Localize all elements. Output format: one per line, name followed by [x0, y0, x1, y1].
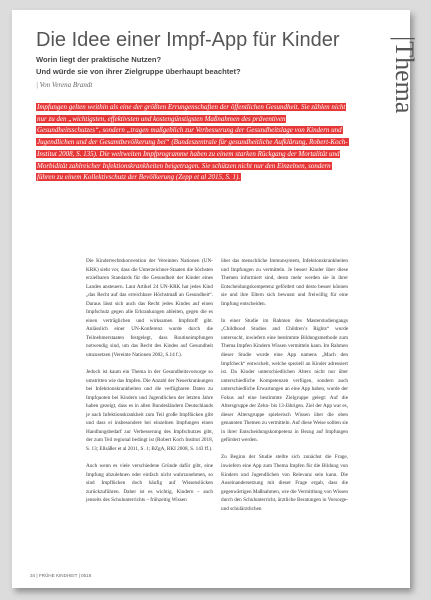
section-label — [356, 34, 419, 134]
body-paragraph: Zu Beginn der Studie stellte sich zunächst die Frage, inwiefern eine App zum Thema Impfen für die Bildung von Kindern und Jugendlichen von Relevanz sein kann. Die Auseinandersetzung mit dieser Frage ergab, dass die gegenwärtigen Maßnahmen, wie die Vermittlung von Wissen durch den Schulunterricht, ärztliche Beratungen in Vorsorge- und schulärztlichen — [221, 454, 348, 512]
body-paragraph: Die Kinderrechtskonvention der Vereinten Nationen (UN-KRK) sieht vor, dass die Unterzeichner-Staaten die höchsten erzielbaren Standards für die Gesundheit der Kinder eines Landes ansteuern. Laut Artikel 24 UN-KRK hat jedes Kind „das Recht auf das erreichbare Höchstmaß an Gesundheit“. Daraus lässt sich auch das Recht jedes Kindes auf einen Impfschutz gegen alle Erkrankungen ableiten, gegen die es einen verträglichen und wirksamen Impfstoff gibt. Anlässlich einer UN-Konferenz wurde durch die Teilnehmerstaaten festgelegt, dass Routineimpfungen notwendig sind, um das Recht des Kindes auf Gesundheit umzusetzen (Vereinte Nationen 2002, S.14 f.). — [86, 258, 213, 359]
body-paragraph: Jedoch ist kaum ein Thema in der Gesundheitsvorsorge so umstritten wie das Impfen. Die Anzahl der Neuerkrankungen bei Infektionskrankheiten und die verfügbaren Daten zu Impfquoten bei Kindern und Jugendlichen der letzten Jahre haben gezeigt, dass es in allen Bundesländern Deutschlands je nach Infektionskrankheit zum Teil große Impflücken gibt und dass ei insbesondere bei einzelnen Impfungen einen Handlungsbedarf zur Verbesserung des Impfschutzes gibt, der zum Teil regional bedingt ist (Robert Koch Institut 2018, S. 13; Ellsäßer et al 2011, S. 1; BZgA, RKI 2008, S. 143 ff.). — [86, 369, 213, 452]
subtitle-line-2: Und würde sie von ihrer Zielgruppe überhaupt beachtet? — [36, 67, 241, 76]
article-abstract — [36, 102, 348, 184]
article-subtitle — [36, 54, 356, 78]
body-paragraph: über das menschliche Immunsystem, Infektionskrankheiten und Impfungen zu vermitteln. Je besser Kinder über diese Themen informiert sind, desto mehr werden sie in ihrer Entscheidungskompetenz gefördert und desto besser können sie und ihre Eltern sich bewusst und freiwillig für eine Impfung entscheiden. — [221, 258, 348, 307]
body-column-left — [86, 257, 213, 513]
body-column-right — [221, 257, 348, 522]
section-label-text: |Thema — [390, 36, 419, 114]
body-paragraph: Auch wenn es viele verschiedene Gründe dafür gibt, eine Impfung abzulehnen oder einfach nicht wahrzunehmen, so sind Impflücken doch häufig auf Wissenslücken zurückzuführen. Daher ist es wichtig, Kindern – auch jenseits des Schulunterrichts – frühzeitig Wissen — [86, 463, 213, 504]
body-paragraph: In einer Studie im Rahmen des Masterstudiengangs „Childhood Studies and Children’s Rights“ wurde untersucht, inwiefern eine bestimmte Bildungsmethode zum Thema Impfen Kindern Wissen vermitteln kann. Im Rahmen dieser Studie wurde eine App namens „Mach den Impfcheck“ entwickelt, welche speziell an Kinder adressiert ist. Da Kinder unterschiedlichen Alters nicht nur über unterschiedliche Kompetenzen verfügen, sondern auch unterschiedliche Erwartungen an eine App haben, wurde der Fokus auf eine bestimmte Zielgruppe gelegt: Auf die Altersgruppe der Zehn- bis 13-Jährigen. Ziel der App war es, dieser Altersgruppe spielerisch Wissen über die oben genannten Themen zu vermitteln. Auf diese Weise sollten sie in ihrer Entscheidungskompetenz in Bezug auf Impfungen gefördert werden. — [221, 317, 348, 444]
page-footer: 34 | FRÜHE KINDHEIT | 0518 — [30, 573, 92, 578]
magazine-page — [12, 10, 419, 588]
subtitle-line-1: Worin liegt der praktische Nutzen? — [36, 55, 162, 64]
article-author: | Von Verena Brandt — [36, 81, 93, 89]
article-title: Die Idee einer Impf-App für Kinder — [36, 29, 340, 51]
section-label-svg — [356, 34, 419, 134]
abstract-highlight: Impfungen gelten weithin als eine der größten Errungenschaften der öffentlichen Gesundheit. Sie zählen nicht nur zu den „wichtigsten, effektivsten und kostengünstigsten Maßnahmen des präventiven Gesundheitsschutzes“, sondern „tragen maßgeblich zur Verbesserung der Gesundheitslage von Kindern und Jugendlichen und der Gesamtbevölkerung bei“ (Bundeszentrale für gesundheitliche Aufklärung, Robert-Koch-Institut 2008, S. 135). Die weltweiten Impfprogramme haben zu einem starken Rückgang der Mortalität und Morbidität zahlreicher Infektionskrankheiten beigetragen. Sie schützen nicht nur den Einzelnen, sondern führen zu einem Kollektivschutz der Bevölkerung (Zepp et al 2015, S. 1). — [37, 103, 348, 182]
